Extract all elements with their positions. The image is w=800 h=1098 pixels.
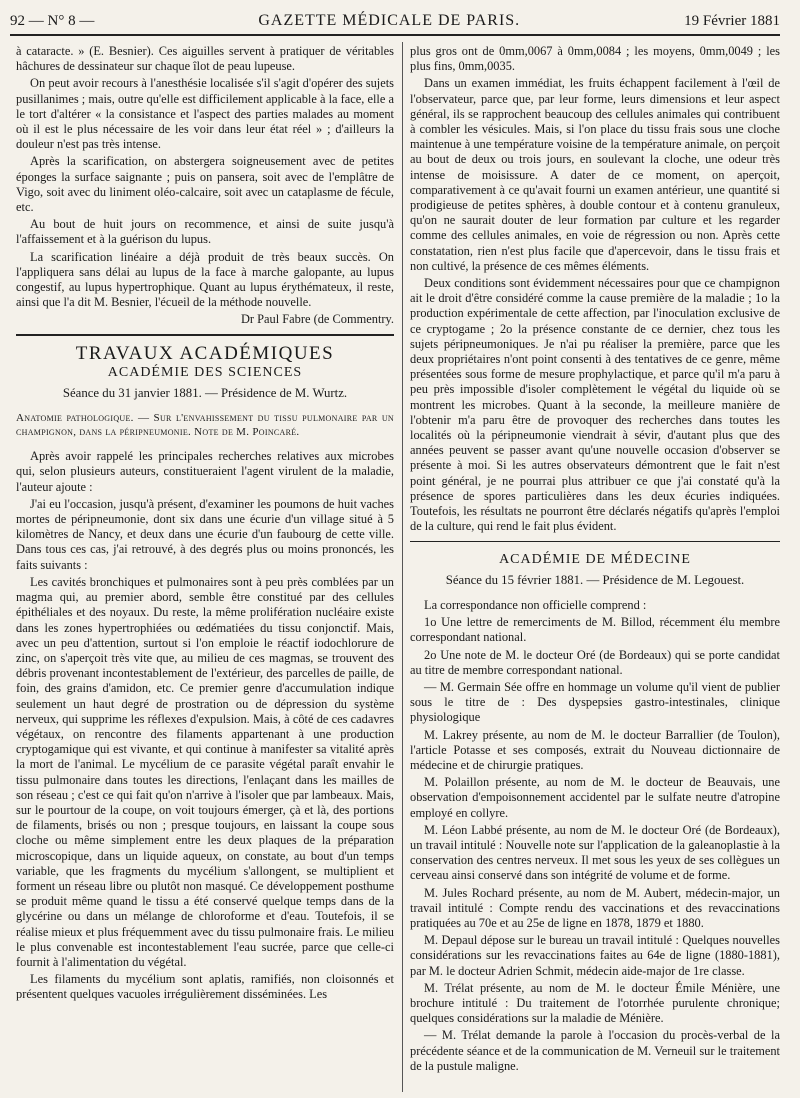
paragraph: à cataracte. » (E. Besnier). Ces aiguilles servent à pratiquer de véritables hâchures de dessinateur sur chaque îlot de peau lupeuse. xyxy=(16,44,394,74)
paragraph: J'ai eu l'occasion, jusqu'à présent, d'examiner les poumons de huit vaches mortes de péripneumonie, dont six dans une écurie d'un village situé à 5 kilomètres de Nancy, et deux dans une écurie d'un faubourg de cette ville. Dans tous ces cas, j'ai retrouvé, à des degrés plus ou moins prononcés, les faits suivants : xyxy=(16,496,394,572)
section-rule xyxy=(16,334,394,336)
paragraph: 1o Une lettre de remerciments de M. Billod, récemment élu membre correspondant national. xyxy=(410,615,780,645)
section-title: TRAVAUX ACADÉMIQUES xyxy=(75,342,335,364)
page-number: 92 — N° 8 — xyxy=(10,12,95,29)
paragraph: M. Jules Rochard présente, au nom de M. Aubert, médecin-major, un travail intitulé : Compte rendu des vaccinations et des revaccinations pratiquées au 70e et au 25e de ligne en 1878, 1879 et 1880. xyxy=(410,885,780,930)
paragraph: M. Lakrey présente, au nom de M. le docteur Barrallier (de Toulon), l'article Potasse et ses composés, extrait du Nouveau dictionnaire de médecine et de chirurgie pratiques. xyxy=(410,727,780,772)
paragraph: Après avoir rappelé les principales recherches relatives aux microbes qui, selon plusieurs auteurs, constitueraient l'agent virulent de la maladie, l'auteur ajoute : xyxy=(16,449,394,494)
session-line: Séance du 15 février 1881. — Présidence de M. Legouest. xyxy=(445,572,745,587)
paragraph: La correspondance non officielle comprend : xyxy=(424,597,647,612)
author-signature: Dr Paul Fabre (de Commentry. xyxy=(240,312,394,327)
page-header xyxy=(10,8,780,36)
session-line: Séance du 31 janvier 1881. — Présidence de M. Wurtz. xyxy=(62,386,348,401)
paragraph: On peut avoir recours à l'anesthésie localisée s'il s'agit d'opérer des sujets pusillanimes ; mais, outre qu'elle est difficilement applicable à la face, elle a le tort d'altérer « la consistance et l'aspect des parties malades au moment où il est le plus nécessaire de les voir dans leur état réel » ; d'ailleurs la douleur n'est pas très intense. xyxy=(16,76,394,152)
right-column xyxy=(410,44,780,1076)
paragraph: plus gros ont de 0mm,0067 à 0mm,0084 ; les moyens, 0mm,0049 ; les plus fins, 0mm,0035. xyxy=(410,44,780,74)
paragraph: Les cavités bronchiques et pulmonaires sont à peu près comblées par un magma qui, au premier abord, semble être constitué par des cellules épithéliales et des noyaux. Du reste, la même prolifération nucléaire existe dans les zones hypertrophiées ou œdématiées du tissu conjonctif. Mais, avec un peu d'attention, surtout si l'on emploie le réactif iodochlorure de zinc, on s'aperçoit très vite que, au milieu de ces magmas, se trouvent des débris provenant incontestablement de l'extérieur, des parcelles de paille, de foin, des grains d'amidon, etc. Ce premier genre d'accumulation indique seulement un haut degré de prostration ou de dépression du système nerveux, qui supprime les réflexes d'expulsion. Mais, à côté de ces cadavres végétaux, on rencontre des filaments appartenant à une production cryptogamique qui est vivante, et qui continue à manifester sa vitalité après la mort de l'animal. Le mycélium de ce parasite végétal paraît envahir le tissu pulmonaire dans toutes les directions, l'enlaçant dans les mailles de son réseau ; c'est ce qui fait qu'on n'arrive à l'isoler que par lambeaux. Mais, sur le pourtour de la coupe, on voit toujours émerger, çà et là, des portions de filaments, brisés ou non ; presque toujours, en laissant la coupe sous cloche ou même simplement entre les deux plaques de la préparation microscopique, dans un liquide aqueux, on constate, au bout d'un temps variable, que les fragments du mycélium s'allongent, se multiplient et forment un réseau libre ou plutôt non masqué. Ce développement posthume se produit même quand le tissu a été conservé quelque temps dans de la glycérine ou dans un mélange de chloroforme et d'eau. Toutefois, il se réalise mieux et plus fréquemment avec du tissu pulmonaire frais. Le milieu le plus convenable est incontestablement l'eau sucrée, parce que celle-ci fournit à l'alimentation du végétal. xyxy=(16,574,394,969)
column-divider xyxy=(402,42,403,1092)
paragraph: — M. Germain Sée offre en hommage un volume qu'il vient de publier sous le titre de : Des dyspepsies gastro-intestinales, clinique physiologique xyxy=(410,679,780,725)
academy-title: ACADÉMIE DES SCIENCES xyxy=(107,364,303,380)
paragraph: Dans un examen immédiat, les fruits échappent facilement à l'œil de l'observateur, parce que, par leur forme, leurs dimensions et leur aspect général, ils se rapprochent beaucoup des cellules animales qui contribuent à combler les vésicules. Mais, si l'on place du tissu frais sous une cloche maintenue à une température voisine de la température animale, on perçoit au bout de deux ou trois jours, en soulevant la cloche, une odeur très intense de moisissure. A dater de ce moment, on aperçoit, comparativement à ce qu'avait fourni un examen antérieur, une quantité si prodigieuse de petites sphères, à double contour et à contenu granuleux, qu'on ne saurait douter de leur formation par culture et les regarder comme des cellules animales, en voie de régression ou non. Après cette constatation, rien n'est plus facile que d'apercevoir, dans le tissu frais et non cultivé, la présence de ces mêmes éléments. xyxy=(410,76,780,273)
paragraph: Au bout de huit jours on recommence, et ainsi de suite jusqu'à l'affaissement et à la guérison du lupus. xyxy=(16,217,394,247)
journal-title: GAZETTE MÉDICALE DE PARIS. xyxy=(258,12,521,29)
note-heading: Anatomie pathologique. — Sur l'envahissement du tissu pulmonaire par un champignon, dans la péripneumonie. Note de M. Poincaré. xyxy=(16,412,394,439)
paragraph: — M. Trélat demande la parole à l'occasion du procès-verbal de la précédente séance et de la communication de M. Verneuil sur le traitement de la pustule maligne. xyxy=(410,1028,780,1073)
paragraph: Deux conditions sont évidemment nécessaires pour que ce champignon ait le droit d'être considéré comme la cause première de la maladie ; 1o la production expérimentale de cette affection, par l'inoculation exclusive de ce cryptogame ; 2o la présence constante de ce dernier, chez tous les sujets péripneumoniques. Je n'ai pu réaliser la première, parce que les deux propriétaires n'ont point consenti à des tentatives de ce genre, même présentées sous forme de mesure prophylactique, et parce qu'il m'a paru à peu près impossible d'isoler complètement le végétal du liquide où se montrent les microbes. Quant à la seconde, la meilleure manière de l'obtenir m'a paru être de provoquer des recherches dans toutes les localités où la péripneumonie viendrait à sévir, d'autant plus que des années peuvent se passer avant qu'une nouvelle occasion d'observer se présente à moi. Si les autres observateurs démontrent que le fait n'est point général, je ne pourrai plus attribuer ce que j'ai constaté qu'à la présence de spores particulières dans les deux écuries indiquées. Toutefois, les résultats ne pourront être déclarés négatifs qu'après l'emploi de la culture, qui rend le fait plus évident. xyxy=(410,276,780,534)
paragraph: Les filaments du mycélium sont aplatis, ramifiés, non cloisonnés et présentent quelques vacuoles irrégulièrement disséminées. Les xyxy=(16,972,394,1002)
issue-date: 19 Février 1881 xyxy=(684,12,780,29)
paragraph: M. Polaillon présente, au nom de M. le docteur de Beauvais, une observation d'empoisonnement accidentel par le sulfate neutre d'atropine employé en collyre. xyxy=(410,775,780,820)
paragraph: 2o Une note de M. le docteur Oré (de Bordeaux) qui se porte candidat au titre de membre correspondant national. xyxy=(410,647,780,677)
academy-title: ACADÉMIE DE MÉDECINE xyxy=(499,551,691,567)
paragraph: M. Léon Labbé présente, au nom de M. le docteur Oré (de Bordeaux), un travail intitulé : Nouvelle note sur l'application de la galeanoplastie à la conservation des centres nerveux. Il met sous les yeux de ses collègues un cerveau ainsi conservé dans son intégrité de volume et de forme. xyxy=(410,822,780,883)
paragraph: Après la scarification, on abstergera soigneusement avec de petites éponges la surface saignante ; puis on pansera, soit avec de l'emplâtre de Vigo, soit avec du liniment oléo-calcaire, soit avec un cataplasme de fécule, etc. xyxy=(16,154,394,215)
section-rule xyxy=(410,541,780,542)
paragraph: M. Trélat présente, au nom de M. le docteur Émile Ménière, une brochure intitulé : Du traitement de l'otorrhée purulente chronique; quelques considérations sur la maladie de Ménière. xyxy=(410,980,780,1026)
left-column xyxy=(16,44,394,1005)
paragraph: M. Depaul dépose sur le bureau un travail intitulé : Quelques nouvelles considérations sur les revaccinations faites au 64e de ligne (1880-1881), par M. le docteur Adrien Schmit, médecin aide-major de 1re classe. xyxy=(410,933,780,978)
paragraph: La scarification linéaire a déjà produit de très beaux succès. On l'appliquera sans délai au lupus de la face à marche galopante, au lupus congestif, au lupus hypertrophique. Quant au lupus érythémateux, il reste, ainsi que l'a dit M. Besnier, l'écueil de la méthode nouvelle. xyxy=(16,249,394,310)
